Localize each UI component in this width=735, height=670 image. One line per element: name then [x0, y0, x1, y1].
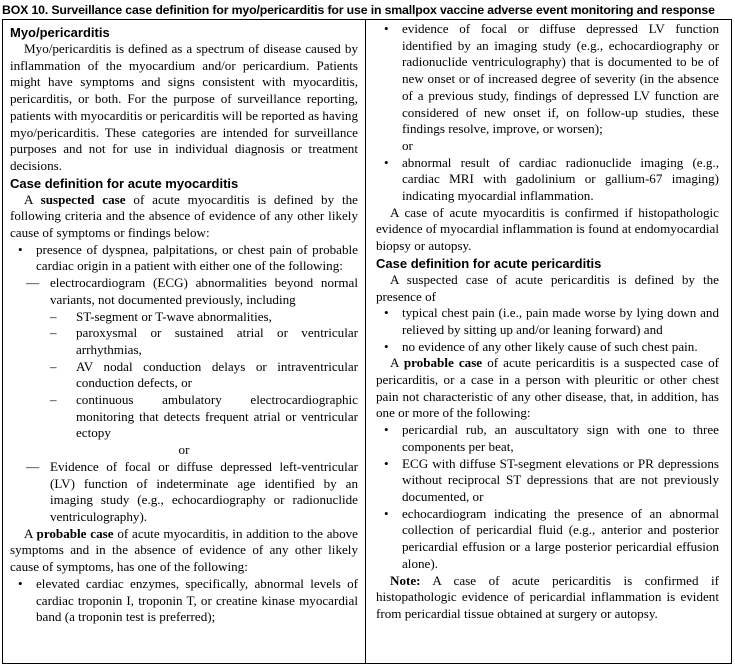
probable-pericarditis-intro: A probable case of acute pericarditis is a suspected case of pericarditis, or a case in a person with pleuritic or other chest pain not characteristic of any other disease, that, in addition, has one or more of the following:: [376, 355, 719, 421]
dash-marker: –: [50, 325, 57, 341]
dash-marker: –: [50, 392, 57, 408]
section-heading-acute-myocarditis: Case definition for acute myocarditis: [10, 175, 239, 191]
section-heading-acute-pericarditis: Case definition for acute pericarditis: [376, 255, 602, 271]
list-item: • no evidence of any other likely cause of such chest pain.: [384, 338, 698, 354]
probable-case-term: probable case: [36, 525, 114, 541]
pericarditis-note: Note: A case of acute pericarditis is confirmed if histopathologic evidence of pericardial inflammation is evident from pericardial tissue obtained at surgery or autopsy.: [376, 572, 719, 621]
list-item: • ECG with diffuse ST-segment elevations or PR depressions without reciprocal ST depressions that are not previously documented, or: [384, 455, 719, 504]
list-item: – AV nodal conduction delays or intraventricular conduction defects, or: [50, 358, 358, 391]
dash-marker: –: [50, 308, 57, 324]
bullet-marker: •: [384, 21, 389, 36]
section-heading-myopericarditis: Myo/pericarditis: [10, 25, 110, 40]
dash-marker: —: [26, 275, 40, 291]
bullet-marker: •: [18, 575, 23, 591]
list-item: — Evidence of focal or diffuse depressed left-ventricular (LV) function of indeterminate age identified by an imaging study (e.g., echocardiography or radionuclide ventriculography).: [26, 458, 358, 524]
note-label: Note:: [390, 572, 421, 588]
list-item: • echocardiogram indicating the presence of an abnormal collection of pericardial fluid (e.g., anterior and posterior pericardial effusion or a large posterior pericardial effusion alone).: [384, 505, 719, 571]
right-column: [376, 21, 719, 623]
list-item: • pericardial rub, an auscultatory sign with one to three components per beat,: [384, 422, 719, 454]
suspected-myocarditis-intro: A suspected case of acute myocarditis is defined by the following criteria and the absence of evidence of any other likely cause of symptoms or findings below:: [10, 191, 358, 241]
list-item: • abnormal result of cardiac radionuclide imaging (e.g., cardiac MRI with gadolinium or gallium-67 imaging) indicating myocardial inflammation.: [384, 154, 719, 204]
list-item: • evidence of focal or diffuse depressed LV function identified by an imaging study (e.g., echocardiography or radionuclide ventriculography) that is documented to be of new onset or of increased degree of severity (in the absence of a previous study, findings of depressed LV function are considered of new onset if, on follow-up studies, these findings resolve, improve, or worsen);: [384, 21, 719, 137]
list-item: • elevated cardiac enzymes, specifically, abnormal levels of cardiac troponin I, troponin T, or creatine kinase myocardial band (a troponin test is preferred);: [18, 575, 358, 625]
box-title: BOX 10. Surveillance case definition for myo/pericarditis for use in smallpox vaccine adverse event monitoring and response: [2, 3, 715, 17]
suspected-case-term: suspected case: [40, 191, 126, 207]
list-item: – ST-segment or T-wave abnormalities,: [50, 308, 272, 324]
suspected-pericarditis-intro: A suspected case of acute pericarditis is defined by the presence of: [376, 271, 719, 304]
probable-myocarditis-intro: A probable case of acute myocarditis, in addition to the above symptoms and in the absence of evidence of any other likely cause of symptoms, has one of the following:: [10, 525, 358, 575]
or-separator: or: [402, 137, 413, 153]
or-separator: or: [178, 442, 190, 458]
bullet-marker: •: [384, 305, 389, 321]
bullet-marker: •: [384, 505, 389, 521]
myocarditis-confirmed-text: A case of acute myocarditis is confirmed if histopathologic evidence of myocardial inflammation is found at endomyocardial biopsy or autopsy.: [376, 204, 719, 254]
list-item: • typical chest pain (i.e., pain made worse by lying down and relieved by sitting up and/or leaning forward) and: [384, 305, 719, 337]
dash-marker: —: [26, 458, 40, 474]
list-item: – paroxysmal or sustained atrial or ventricular arrhythmias,: [50, 325, 358, 357]
bullet-marker: •: [18, 241, 23, 257]
probable-case-term: probable case: [403, 355, 483, 371]
list-item: • presence of dyspnea, palpitations, or chest pain of probable cardiac origin in a patient with either one of the following:: [18, 241, 358, 274]
bullet-marker: •: [384, 338, 389, 354]
list-item: — electrocardiogram (ECG) abnormalities beyond normal variants, not documented previously, including: [26, 275, 358, 307]
bullet-marker: •: [384, 455, 389, 471]
myopericarditis-definition: Myo/pericarditis is defined as a spectrum of disease caused by inflammation of the myocardium and/or pericardium. Patients might have symptoms and signs consistent with myocarditis, pericarditis, or both. For the purpose of surveillance reporting, patients with myocarditis or pericarditis will be reported as having myo/pericarditis. These categories are intended for surveillance purposes and not for use in individual diagnosis or treatment decisions.: [10, 41, 358, 173]
list-item: – continuous ambulatory electrocardiographic monitoring that detects frequent atrial or ventricular ectopy: [50, 392, 358, 441]
left-column: [10, 24, 358, 626]
bullet-marker: •: [384, 422, 389, 438]
column-divider: [365, 19, 366, 664]
dash-marker: –: [50, 358, 57, 374]
bullet-marker: •: [384, 154, 389, 170]
